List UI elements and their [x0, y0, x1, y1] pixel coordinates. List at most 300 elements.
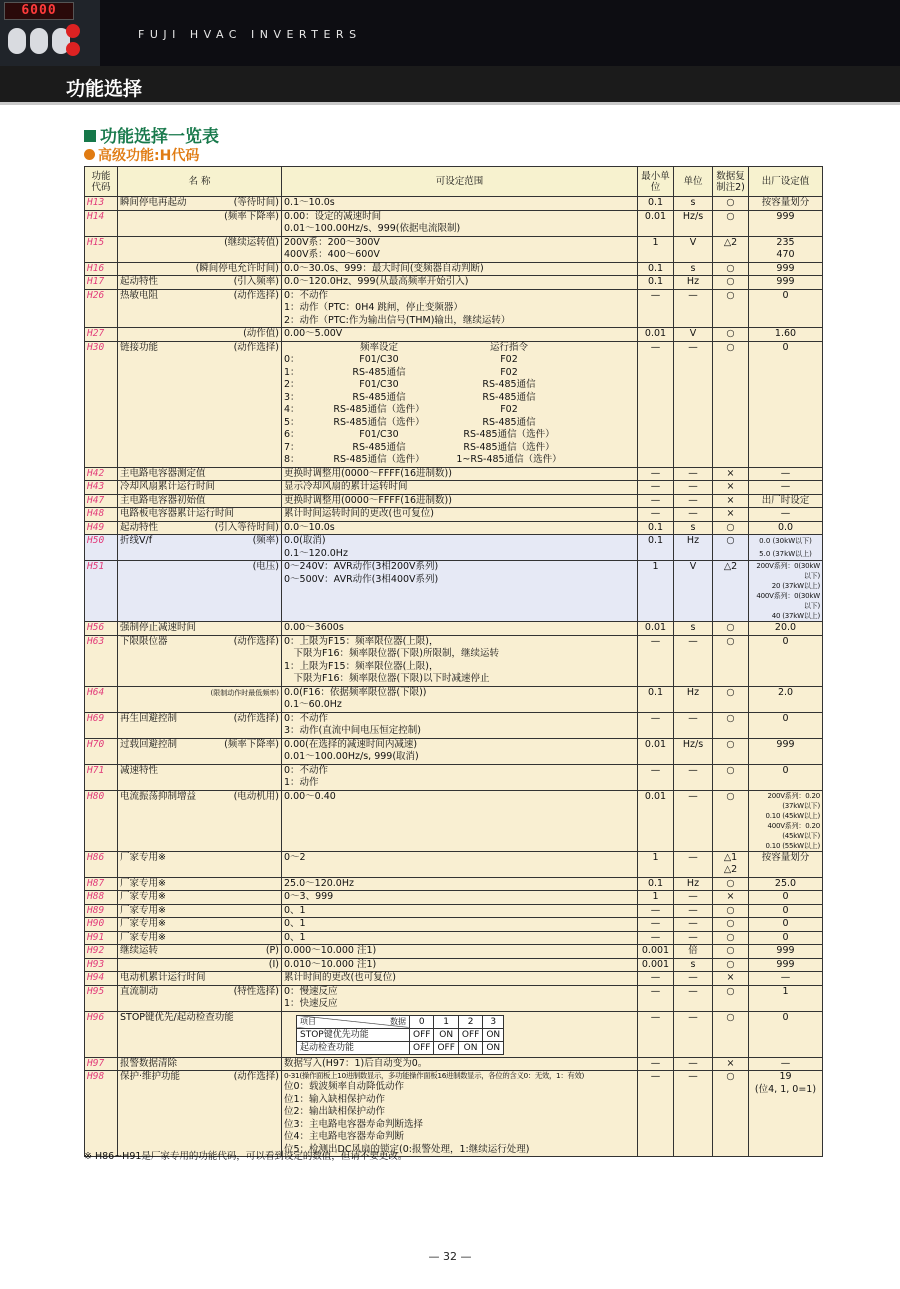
data-copy: [713, 289, 749, 328]
param-text: (动作选择): [233, 341, 279, 353]
cell-line: 0.1～60.0Hz: [284, 699, 342, 710]
table-row: [85, 851, 823, 877]
function-code: H17: [85, 276, 118, 290]
panel-button-icon: [8, 28, 26, 54]
function-name: [118, 481, 282, 495]
copy-line: ○: [726, 622, 735, 633]
name-text: 热敏电阻: [120, 289, 159, 301]
cell-line: (位4, 1, 0=1): [754, 1083, 817, 1095]
min-unit: —: [638, 289, 674, 328]
param-text: (频率): [252, 535, 279, 546]
copy-line: ○: [726, 328, 735, 339]
copy-line: ○: [726, 712, 735, 724]
table-row: [85, 904, 823, 918]
unit: —: [674, 494, 713, 508]
cell-line: 0～240V：AVR动作(3相200V系列): [284, 561, 439, 572]
data-copy: [713, 635, 749, 686]
param-text: (限制动作时最低频率): [210, 688, 279, 697]
setting-range: [282, 1011, 638, 1057]
cell-line: 0.00～3600s: [284, 622, 344, 633]
name-text: 电流振荡抑制增益: [120, 790, 197, 802]
circle-bullet-icon: [84, 149, 95, 160]
setting-range: [282, 341, 638, 467]
factory-default: [749, 494, 823, 508]
function-code: H80: [85, 790, 118, 851]
name-text: 强制停止减速时间: [120, 622, 197, 633]
header-unit: 单位: [674, 167, 713, 197]
name-text: 电动机累计运行时间: [120, 972, 206, 983]
copy-line: ○: [726, 262, 735, 274]
cell-line: 2：动作（PTC:作为输出信号(THM)输出，继续运转）: [284, 314, 511, 326]
unit: V: [674, 236, 713, 262]
function-name: STOP键优先/起动检查功能: [118, 1011, 282, 1057]
cell-line: 0.1～120.0Hz: [284, 547, 348, 559]
run-button-icon: [66, 24, 80, 38]
function-name: [118, 972, 282, 986]
cell-line: 0.0 (30kW以下): [759, 537, 812, 545]
data-copy: [713, 197, 749, 211]
param-text: (引入频率): [233, 276, 279, 287]
cell-line: 0.0: [777, 521, 794, 533]
cell-line: 0：不动作: [284, 289, 329, 301]
function-code: H30: [85, 341, 118, 467]
unit: —: [674, 1011, 713, 1057]
data-copy: [713, 904, 749, 918]
function-code: H89: [85, 904, 118, 918]
option-cmd: RS-485通信: [482, 391, 536, 403]
min-unit: —: [638, 918, 674, 932]
min-unit: —: [638, 1011, 674, 1057]
setting-range: [282, 635, 638, 686]
name-text: 厂家专用※: [120, 918, 166, 929]
function-name: [118, 197, 282, 211]
table-row: [85, 972, 823, 986]
brand-text: FUJI HVAC INVERTERS: [138, 28, 362, 41]
cell-line: 0.10 (45kW以上): [765, 811, 820, 820]
cell-line: 0.00～0.40: [284, 790, 336, 802]
copy-line: ×: [726, 972, 735, 983]
min-unit: —: [638, 508, 674, 522]
setting-range: [282, 972, 638, 986]
function-code: H69: [85, 712, 118, 738]
function-name: [118, 985, 282, 1011]
unit: —: [674, 904, 713, 918]
unit: —: [674, 341, 713, 467]
option-number: 6：: [284, 429, 300, 440]
cell-line: 40 (37kW以上): [771, 612, 820, 620]
function-code: H97: [85, 1057, 118, 1071]
min-unit: 0.01: [638, 790, 674, 851]
setting-range: [282, 985, 638, 1011]
name-line: [120, 535, 279, 548]
setting-range: [282, 289, 638, 328]
min-unit: 1: [638, 851, 674, 877]
link-option-row: [284, 429, 635, 442]
factory-default: [749, 686, 823, 712]
table-row: [85, 521, 823, 535]
page-number: — 32 —: [428, 1250, 472, 1263]
data-copy: [713, 622, 749, 636]
table-row: [85, 481, 823, 495]
option-number: 2：: [284, 379, 300, 390]
unit: Hz: [674, 535, 713, 561]
cell-line: 0.01～100.00Hz/s, 999(取消): [284, 751, 419, 762]
inner-header-row: [297, 1015, 504, 1028]
table-row: [85, 1057, 823, 1071]
factory-default: [749, 289, 823, 328]
option-freq: RS-485通信: [352, 441, 406, 453]
unit: —: [674, 985, 713, 1011]
cell-line: 999: [776, 945, 795, 956]
function-name: 报警数据清除: [118, 1057, 282, 1071]
min-unit: 0.001: [638, 958, 674, 972]
name-line: [120, 918, 279, 931]
name-text: 直流制动: [120, 985, 159, 997]
setting-range: [282, 686, 638, 712]
option-number: 0：: [284, 354, 300, 365]
name-text: 继续运转: [120, 945, 159, 956]
cell-line: 1：快速反应: [284, 998, 338, 1009]
unit: —: [674, 972, 713, 986]
factory-default: [749, 328, 823, 342]
cell-line: 200V系列：0(30kW以下): [756, 562, 820, 580]
table-row: [85, 1071, 823, 1157]
name-text: 再生回避控制: [120, 712, 178, 724]
param-text: (频率下降率): [224, 738, 279, 750]
name-line: [120, 739, 279, 752]
data-col-header: 2: [458, 1015, 482, 1028]
setting-range: [282, 931, 638, 945]
cell-line: 0: [782, 764, 789, 776]
cell-line: 位3：主电路电容器寿命判断选择: [284, 1118, 424, 1130]
name-text: 主电路电容器初始值: [120, 494, 206, 506]
table-row: [85, 931, 823, 945]
param-text: (特性选择): [233, 985, 279, 997]
function-name: [118, 289, 282, 328]
setting-range: [282, 904, 638, 918]
copy-line: ○: [726, 521, 735, 533]
name-line: [120, 636, 279, 649]
name-line: [120, 508, 279, 521]
name-text: 起动特性: [120, 276, 159, 287]
min-unit: —: [638, 712, 674, 738]
data-copy: [713, 262, 749, 276]
name-line: [120, 905, 279, 918]
name-line: [120, 211, 279, 224]
cell-line: 400V系列：0.20 (45kW以下): [767, 821, 820, 840]
copy-line: ×: [726, 481, 735, 492]
name-text: 厂家专用※: [120, 851, 166, 863]
cell-line: 200V系：200～300V: [284, 236, 380, 248]
setting-range: [282, 790, 638, 851]
param-text: (动作选择): [233, 635, 279, 647]
cell-line: 显示冷却风扇的累计运转时间: [284, 481, 408, 492]
factory-default: [749, 508, 823, 522]
name-line: [120, 791, 279, 804]
copy-line: ×: [726, 891, 735, 902]
function-name: [118, 712, 282, 738]
name-line: [120, 263, 279, 276]
cell-line: 0.0(取消): [284, 535, 326, 546]
cell-line: 0: [782, 931, 789, 943]
factory-default: —: [749, 1057, 823, 1071]
cell-line: 3：动作(直流中间电压恒定控制): [284, 725, 421, 736]
function-code: H27: [85, 328, 118, 342]
inner-row: [297, 1028, 504, 1041]
stop-button-icon: [66, 42, 80, 56]
table-row: [85, 877, 823, 891]
unit: Hz: [674, 686, 713, 712]
option-number: 1：: [284, 366, 300, 378]
cell-line: 0: [782, 635, 789, 647]
cell-line: 470: [776, 249, 795, 260]
unit: —: [674, 851, 713, 877]
unit: Hz: [674, 276, 713, 290]
cell-line: 5.0 (37kW以上): [759, 549, 812, 558]
setting-range: [282, 851, 638, 877]
table-row: [85, 635, 823, 686]
cell-line: 累计时间运转时间的更改(也可复位): [284, 508, 434, 519]
cell-line: 累计时间的更改(也可复位): [284, 972, 396, 983]
unit: —: [674, 712, 713, 738]
cell-line: 999: [776, 958, 795, 970]
data-copy: [713, 712, 749, 738]
data-copy: [713, 972, 749, 986]
name-text: 厂家专用※: [120, 931, 166, 943]
function-code: H43: [85, 481, 118, 495]
function-name: [118, 276, 282, 290]
function-name: [118, 790, 282, 851]
setting-range: [282, 481, 638, 495]
setting-range: [282, 197, 638, 211]
inverter-panel-image: [0, 0, 100, 66]
function-name: [118, 622, 282, 636]
cell-line: 0、1: [284, 918, 306, 929]
name-line: [120, 290, 279, 303]
cell-line: 0.0～10.0s: [284, 521, 335, 533]
cell-line: 按容量划分: [761, 197, 810, 208]
data-copy: [713, 467, 749, 481]
inner-value: OFF: [434, 1041, 458, 1054]
option-cmd: RS-485通信: [482, 416, 536, 428]
cell-line: 0.0～120.0Hz、999(从最高频率开始引入): [284, 276, 469, 287]
inner-value: ON: [458, 1041, 482, 1054]
cell-line: 0: [782, 904, 789, 916]
cell-line: 20 (37kW以上): [771, 582, 820, 590]
copy-line: ○: [726, 289, 735, 301]
setting-range: [282, 328, 638, 342]
function-name: [118, 561, 282, 622]
table-row: [85, 289, 823, 328]
function-name: [118, 931, 282, 945]
table-row: [85, 686, 823, 712]
setting-range: [282, 276, 638, 290]
unit: s: [674, 958, 713, 972]
top-banner: [0, 0, 900, 66]
option-cmd: 1~RS-485通信（选件）: [456, 454, 562, 465]
inner-row: [297, 1041, 504, 1054]
name-line: [120, 342, 279, 355]
factory-default: [749, 561, 823, 622]
unit: s: [674, 197, 713, 211]
cell-line: 0.01～100.00Hz/s、999(依据电流限制): [284, 223, 461, 234]
data-copy: [713, 561, 749, 622]
function-code: H47: [85, 494, 118, 508]
cell-line: 0: [782, 289, 789, 301]
cell-line: 按容量划分: [761, 851, 810, 863]
factory-default: [749, 738, 823, 764]
function-name: [118, 635, 282, 686]
header-code: 功能代码: [85, 167, 118, 197]
function-code: H91: [85, 931, 118, 945]
name-text: 冷却风扇累计运行时间: [120, 481, 216, 492]
unit: s: [674, 622, 713, 636]
data-copy: [713, 790, 749, 851]
name-text: 保护·维护功能: [120, 1071, 181, 1082]
param-text: (P): [265, 945, 279, 956]
inner-value: OFF: [410, 1028, 434, 1041]
cell-line: 235: [776, 236, 795, 248]
freq-col-header: 频率设定: [359, 341, 398, 353]
factory-default: [749, 712, 823, 738]
cell-line: 20.0: [774, 622, 797, 633]
function-code: H50: [85, 535, 118, 561]
copy-line: ○: [726, 958, 735, 970]
function-name: [118, 904, 282, 918]
min-unit: —: [638, 985, 674, 1011]
name-line: [120, 891, 279, 904]
function-code: H49: [85, 521, 118, 535]
setting-range: [282, 764, 638, 790]
option-cmd: RS-485通信: [482, 379, 536, 390]
min-unit: —: [638, 467, 674, 481]
copy-line: ○: [726, 210, 735, 222]
factory-default: [749, 790, 823, 851]
cell-line: 0.00～5.00V: [284, 328, 343, 339]
setting-range: [282, 262, 638, 276]
table-row: [85, 622, 823, 636]
copy-line: ○: [726, 877, 735, 889]
name-line: [120, 932, 279, 945]
cell-line: 0: [782, 918, 789, 929]
data-copy: [713, 877, 749, 891]
copy-line: ○: [726, 197, 735, 208]
function-code: H93: [85, 958, 118, 972]
param-text: (电压): [252, 561, 279, 572]
data-copy: [713, 210, 749, 236]
cell-line: 1.60: [774, 328, 797, 339]
min-unit: —: [638, 1057, 674, 1071]
factory-default: 0: [749, 341, 823, 467]
function-code: H71: [85, 764, 118, 790]
function-name: [118, 494, 282, 508]
setting-range: [282, 467, 638, 481]
name-line: [120, 852, 279, 865]
data-copy: [713, 494, 749, 508]
lcd-display: 6000: [4, 2, 74, 20]
name-text: 下限限位器: [120, 635, 168, 647]
factory-default: [749, 210, 823, 236]
cell-line: 位1：输入缺相保护动作: [284, 1093, 386, 1105]
copy-line: ○: [726, 764, 735, 776]
cell-line: 更换时调整用(0000～FFFF(16进制数)): [284, 467, 452, 479]
min-unit: 0.001: [638, 945, 674, 959]
cell-line: 0：不动作: [284, 764, 329, 776]
square-bullet-icon: [84, 130, 96, 142]
factory-default: [749, 877, 823, 891]
cell-line: 0.1～10.0s: [284, 197, 335, 208]
name-line: [120, 561, 279, 574]
factory-default: [749, 851, 823, 877]
function-name: [118, 535, 282, 561]
option-cmd: RS-485通信（选件）: [463, 429, 555, 440]
setting-range: [282, 210, 638, 236]
min-unit: —: [638, 494, 674, 508]
cell-line: 更换时调整用(0000～FFFF(16进制数)): [284, 494, 452, 506]
param-text: (等待时间): [233, 197, 279, 208]
function-name: [118, 764, 282, 790]
name-line: [120, 197, 279, 210]
function-code: H13: [85, 197, 118, 211]
min-unit: —: [638, 481, 674, 495]
copy-line: ×: [726, 467, 735, 479]
option-freq: RS-485通信（选件）: [333, 416, 425, 428]
table-row: [85, 494, 823, 508]
factory-default: [749, 985, 823, 1011]
copy-line: △2: [723, 236, 738, 248]
function-name: [118, 945, 282, 959]
factory-default: [749, 635, 823, 686]
function-code: H15: [85, 236, 118, 262]
inner-value: ON: [483, 1028, 504, 1041]
table-row: [85, 561, 823, 622]
name-line: [120, 495, 279, 508]
param-text: (引入等待时间): [214, 521, 279, 533]
cell-line: 0：不动作: [284, 712, 329, 724]
name-text: 链接功能: [120, 341, 159, 353]
data-copy: [713, 931, 749, 945]
function-code: H51: [85, 561, 118, 622]
option-number: 4：: [284, 404, 300, 415]
data-copy: [713, 851, 749, 877]
unit: —: [674, 289, 713, 328]
copy-line: ○: [726, 931, 735, 943]
setting-range: [282, 738, 638, 764]
option-cmd: F02: [500, 354, 518, 365]
header-min-unit: 最小单位: [638, 167, 674, 197]
name-line: [120, 945, 279, 958]
cell-line: 0-31(操作面板上10进制数显示，多功能操作面板16进制数显示，各位的含义0：无效，1：有效): [284, 1071, 585, 1080]
option-freq: F01/C30: [359, 354, 399, 365]
cell-line: 1: [782, 985, 789, 997]
copy-line: ○: [726, 904, 735, 916]
min-unit: —: [638, 635, 674, 686]
min-unit: —: [638, 931, 674, 945]
function-code: H90: [85, 918, 118, 932]
function-code: H94: [85, 972, 118, 986]
cell-line: 下限为F16：频率限位器(下限)所限制，继续运转: [284, 648, 499, 659]
table-row: [85, 790, 823, 851]
cell-line: —: [780, 481, 791, 492]
param-text: (动作选择): [233, 289, 279, 301]
data-copy: ○: [713, 1071, 749, 1157]
min-unit: 0.1: [638, 535, 674, 561]
data-copy: [713, 236, 749, 262]
min-unit: 0.01: [638, 328, 674, 342]
function-code: H98: [85, 1071, 118, 1157]
option-freq: F01/C30: [359, 379, 399, 390]
inner-value: ON: [434, 1028, 458, 1041]
